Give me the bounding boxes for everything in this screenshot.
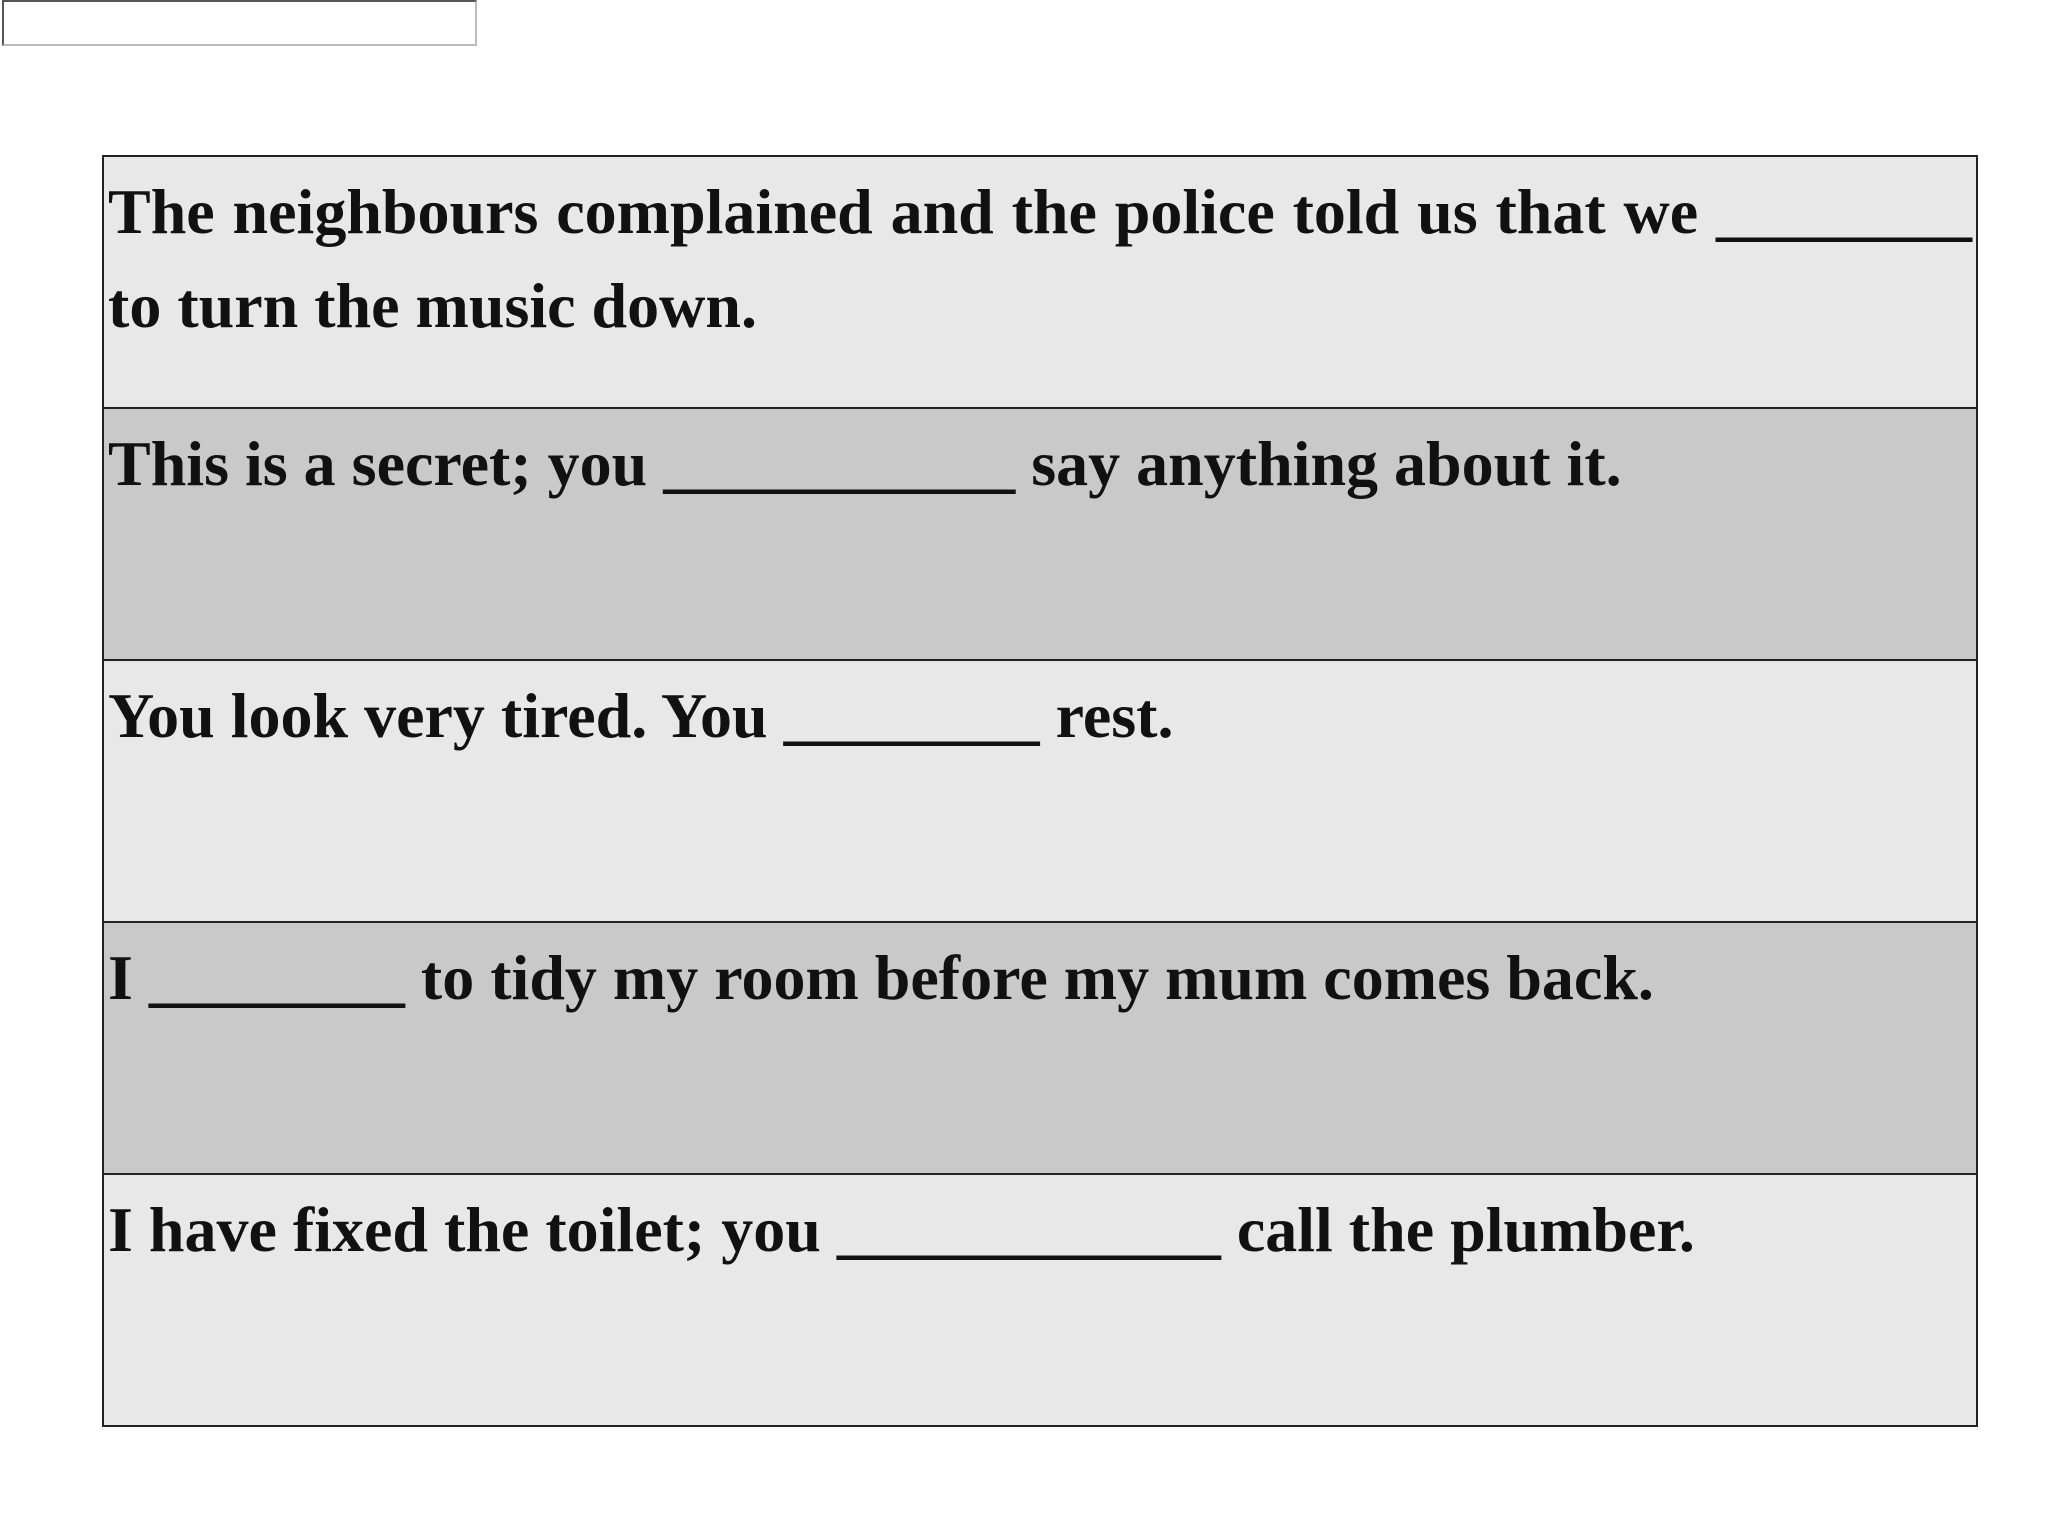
sentence-cell-5: I have fixed the toilet; you ____________ call the plumber. — [103, 1174, 1977, 1426]
sentence-cell-3: You look very tired. You ________ rest. — [103, 660, 1977, 922]
table-row — [103, 660, 1977, 922]
table-row — [103, 1174, 1977, 1426]
table-row — [103, 408, 1977, 660]
sentence-cell-4: I ________ to tidy my room before my mum comes back. — [103, 922, 1977, 1174]
fill-in-the-blanks-table — [102, 155, 1978, 1427]
sentence-cell-1: The neighbours complained and the police told us that we ________ to turn the music down. — [103, 156, 1977, 408]
sentence-cell-2: This is a secret; you ___________ say anything about it. — [103, 408, 1977, 660]
table-row — [103, 156, 1977, 408]
table-row — [103, 922, 1977, 1174]
empty-text-box — [2, 0, 477, 46]
